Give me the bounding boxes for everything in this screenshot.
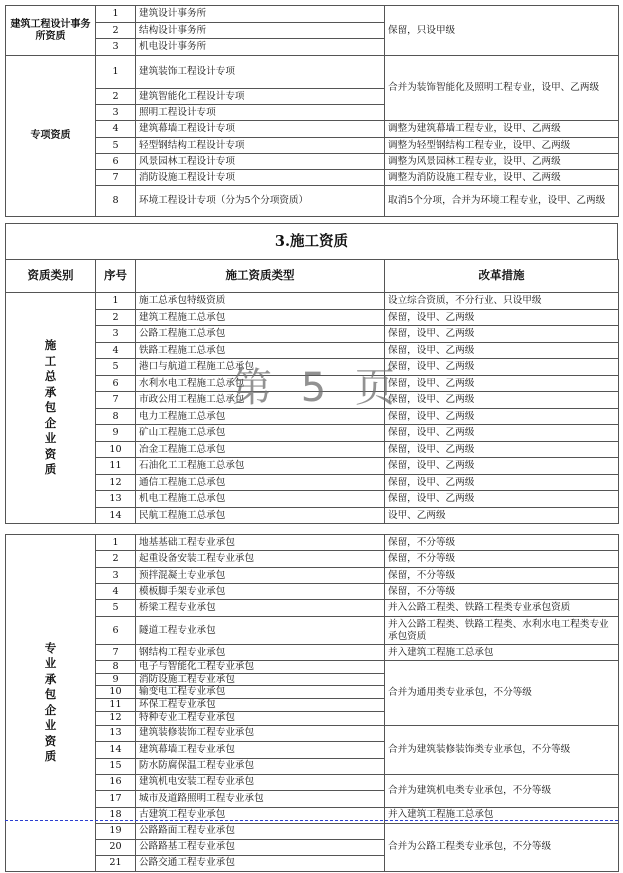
- reform-measure: 保留，设甲、乙两级: [385, 326, 619, 343]
- category-label: 施工总承包企业资质: [44, 338, 57, 477]
- table-row: [6, 617, 619, 645]
- row-number: 2: [96, 89, 136, 105]
- reform-measure: 保留，不分等级: [385, 568, 619, 584]
- reform-measure: 保留，设甲、乙两级: [385, 343, 619, 359]
- row-number: 9: [96, 425, 136, 442]
- section-title: 3.施工资质: [5, 223, 618, 260]
- row-number: 8: [96, 186, 136, 217]
- reform-measure: 并入公路工程类、铁路工程类专业承包资质: [385, 600, 619, 617]
- reform-measure: 合并为装饰智能化及照明工程专业，设甲、乙两级: [385, 56, 619, 121]
- row-number: 6: [96, 617, 136, 645]
- row-number: 12: [96, 475, 136, 491]
- row-number: 4: [96, 584, 136, 600]
- reform-measure: 合并为建筑装修装饰类专业承包，不分等级: [385, 725, 619, 774]
- row-number: 1: [96, 56, 136, 89]
- table-row: [6, 823, 619, 839]
- table-row: [6, 56, 619, 89]
- qualification-name: 环保工程专业承包: [136, 699, 385, 712]
- table-row: [6, 186, 619, 217]
- table-row: [6, 293, 619, 310]
- row-number: 3: [96, 326, 136, 343]
- qualification-name: 风景园林工程设计专项: [136, 154, 385, 170]
- reform-measure: 保留，不分等级: [385, 535, 619, 551]
- qualification-name: 港口与航道工程施工总承包: [136, 359, 385, 376]
- reform-measure: 保留，设甲、乙两级: [385, 442, 619, 458]
- qualification-name: 民航工程施工总承包: [136, 508, 385, 524]
- header-measure: 改革措施: [385, 260, 619, 293]
- qualification-name: 消防设施工程专业承包: [136, 673, 385, 686]
- row-number: 4: [96, 121, 136, 138]
- row-number: 13: [96, 491, 136, 508]
- reform-measure: 保留，设甲、乙两级: [385, 491, 619, 508]
- row-number: 14: [96, 508, 136, 524]
- qualification-name: 水利水电工程施工总承包: [136, 376, 385, 392]
- header-number: 序号: [96, 260, 136, 293]
- qualification-name: 模板脚手架专业承包: [136, 584, 385, 600]
- reform-measure: 并入建筑工程施工总承包: [385, 645, 619, 661]
- reform-measure: 合并为建筑机电类专业承包，不分等级: [385, 774, 619, 807]
- reform-measure: 设甲、乙两级: [385, 508, 619, 524]
- reform-measure: 调整为风景园林工程专业，设甲、乙两级: [385, 154, 619, 170]
- table-row: [6, 170, 619, 186]
- qualification-name: 建筑装修装饰工程专业承包: [136, 725, 385, 741]
- qualification-name: 建筑工程施工总承包: [136, 310, 385, 326]
- reform-measure: 合并为通用类专业承包，不分等级: [385, 661, 619, 726]
- reform-measure: 保留，设甲、乙两级: [385, 376, 619, 392]
- qualification-name: 特种专业工程专业承包: [136, 711, 385, 725]
- qualification-name: 通信工程施工总承包: [136, 475, 385, 491]
- table-row: [6, 535, 619, 551]
- row-number: 12: [96, 711, 136, 725]
- reform-measure: 调整为建筑幕墙工程专业，设甲、乙两级: [385, 121, 619, 138]
- qualification-name: 公路交通工程专业承包: [136, 855, 385, 871]
- reform-measure: 合并为公路工程类专业承包，不分等级: [385, 823, 619, 871]
- row-number: 20: [96, 839, 136, 855]
- reform-measure: 并入建筑工程施工总承包: [385, 807, 619, 823]
- qualification-name: 环境工程设计专项（分为5个分项资质）: [136, 186, 385, 217]
- reform-measure: 调整为轻型钢结构工程专业，设甲、乙两级: [385, 138, 619, 154]
- category-cell: 建筑工程设计事务所资质: [6, 6, 96, 56]
- qualification-name: 机电工程施工总承包: [136, 491, 385, 508]
- qualification-name: 建筑智能化工程设计专项: [136, 89, 385, 105]
- qualification-name: 公路路基工程专业承包: [136, 839, 385, 855]
- reform-measure: 保留，设甲、乙两级: [385, 475, 619, 491]
- row-number: 10: [96, 686, 136, 699]
- table-row: [6, 326, 619, 343]
- row-number: 10: [96, 442, 136, 458]
- table-row: [6, 475, 619, 491]
- page-gap: [0, 524, 623, 534]
- qualification-name: 地基基础工程专业承包: [136, 535, 385, 551]
- row-number: 18: [96, 807, 136, 823]
- table-row: [6, 458, 619, 475]
- page-break-line: [5, 820, 618, 821]
- table-row: [6, 661, 619, 674]
- qualification-name: 冶金工程施工总承包: [136, 442, 385, 458]
- table-row: [6, 774, 619, 790]
- qualification-name: 桥梁工程专业承包: [136, 600, 385, 617]
- row-number: 3: [96, 568, 136, 584]
- row-number: 6: [96, 376, 136, 392]
- row-number: 6: [96, 154, 136, 170]
- row-number: 7: [96, 392, 136, 409]
- qualification-name: 铁路工程施工总承包: [136, 343, 385, 359]
- qualification-name: 市政公用工程施工总承包: [136, 392, 385, 409]
- table-row: [6, 600, 619, 617]
- row-number: 1: [96, 293, 136, 310]
- qualification-name: 隧道工程专业承包: [136, 617, 385, 645]
- header-type: 施工资质类型: [136, 260, 385, 293]
- qualification-name: 公路工程施工总承包: [136, 326, 385, 343]
- row-number: 3: [96, 39, 136, 56]
- page-watermark: 第 5 页: [232, 365, 403, 411]
- qualification-name: 起重设备安装工程专业承包: [136, 551, 385, 568]
- row-number: 3: [96, 105, 136, 121]
- row-number: 11: [96, 699, 136, 712]
- category-cell: [6, 293, 96, 524]
- reform-measure: 保留，设甲、乙两级: [385, 310, 619, 326]
- qualification-name: 轻型钢结构工程设计专项: [136, 138, 385, 154]
- reform-measure: 设立综合资质，不分行业、只设甲级: [385, 293, 619, 310]
- table-row: [6, 310, 619, 326]
- table-row: [6, 6, 619, 23]
- table-row: [6, 568, 619, 584]
- qualification-name: 电力工程施工总承包: [136, 409, 385, 425]
- reform-measure: 保留，只设甲级: [385, 6, 619, 56]
- table-row: [6, 551, 619, 568]
- reform-measure: 取消5个分项，合并为环境工程专业，设甲、乙两级: [385, 186, 619, 217]
- qualification-name: 城市及道路照明工程专业承包: [136, 790, 385, 807]
- reform-measure: 并入公路工程类、铁路工程类、水利水电工程类专业承包资质: [385, 617, 619, 645]
- row-number: 4: [96, 343, 136, 359]
- row-number: 16: [96, 774, 136, 790]
- qualification-name: 施工总承包特级资质: [136, 293, 385, 310]
- reform-measure: 保留，设甲、乙两级: [385, 359, 619, 376]
- qualification-name: 输变电工程专业承包: [136, 686, 385, 699]
- row-number: 13: [96, 725, 136, 741]
- table-row: [6, 491, 619, 508]
- qualification-name: 结构设计事务所: [136, 23, 385, 39]
- table-row: [6, 725, 619, 741]
- category-cell: 专项资质: [6, 56, 96, 217]
- table-row: [6, 121, 619, 138]
- row-number: 14: [96, 741, 136, 758]
- row-number: 21: [96, 855, 136, 871]
- qualification-name: 防水防腐保温工程专业承包: [136, 758, 385, 774]
- row-number: 17: [96, 790, 136, 807]
- reform-measure: 保留，设甲、乙两级: [385, 392, 619, 409]
- row-number: 8: [96, 409, 136, 425]
- row-number: 9: [96, 673, 136, 686]
- header-category: 资质类别: [6, 260, 96, 293]
- qualification-name: 古建筑工程专业承包: [136, 807, 385, 823]
- qualification-name: 建筑幕墙工程设计专项: [136, 121, 385, 138]
- design-qualification-table: [5, 5, 619, 217]
- row-number: 5: [96, 359, 136, 376]
- qualification-name: 照明工程设计专项: [136, 105, 385, 121]
- qualification-name: 建筑装饰工程设计专项: [136, 56, 385, 89]
- qualification-name: 石油化工工程施工总承包: [136, 458, 385, 475]
- row-number: 1: [96, 535, 136, 551]
- reform-measure: 保留，不分等级: [385, 551, 619, 568]
- row-number: 2: [96, 310, 136, 326]
- row-number: 2: [96, 23, 136, 39]
- table-row: [6, 154, 619, 170]
- row-number: 8: [96, 661, 136, 674]
- reform-measure: 保留，设甲、乙两级: [385, 409, 619, 425]
- table-header-row: [6, 260, 619, 293]
- category-label: 专业承包企业资质: [44, 640, 57, 764]
- qualification-name: 公路路面工程专业承包: [136, 823, 385, 839]
- qualification-name: 建筑设计事务所: [136, 6, 385, 23]
- qualification-name: 消防设施工程设计专项: [136, 170, 385, 186]
- reform-measure: 调整为消防设施工程专业，设甲、乙两级: [385, 170, 619, 186]
- qualification-name: 建筑幕墙工程专业承包: [136, 741, 385, 758]
- table-row: [6, 442, 619, 458]
- row-number: 1: [96, 6, 136, 23]
- row-number: 19: [96, 823, 136, 839]
- row-number: 15: [96, 758, 136, 774]
- reform-measure: 保留，不分等级: [385, 584, 619, 600]
- table-row: [6, 645, 619, 661]
- row-number: 5: [96, 600, 136, 617]
- row-number: 7: [96, 645, 136, 661]
- table-row: [6, 425, 619, 442]
- row-number: 11: [96, 458, 136, 475]
- qualification-name: 电子与智能化工程专业承包: [136, 661, 385, 674]
- table-row: [6, 508, 619, 524]
- qualification-name: 矿山工程施工总承包: [136, 425, 385, 442]
- table-row: [6, 138, 619, 154]
- row-number: 7: [96, 170, 136, 186]
- table-row: [6, 584, 619, 600]
- qualification-name: 机电设计事务所: [136, 39, 385, 56]
- row-number: 2: [96, 551, 136, 568]
- reform-measure: 保留，设甲、乙两级: [385, 458, 619, 475]
- qualification-name: 预拌混凝土专业承包: [136, 568, 385, 584]
- row-number: 5: [96, 138, 136, 154]
- qualification-name: 钢结构工程专业承包: [136, 645, 385, 661]
- qualification-name: 建筑机电安装工程专业承包: [136, 774, 385, 790]
- reform-measure: 保留，设甲、乙两级: [385, 425, 619, 442]
